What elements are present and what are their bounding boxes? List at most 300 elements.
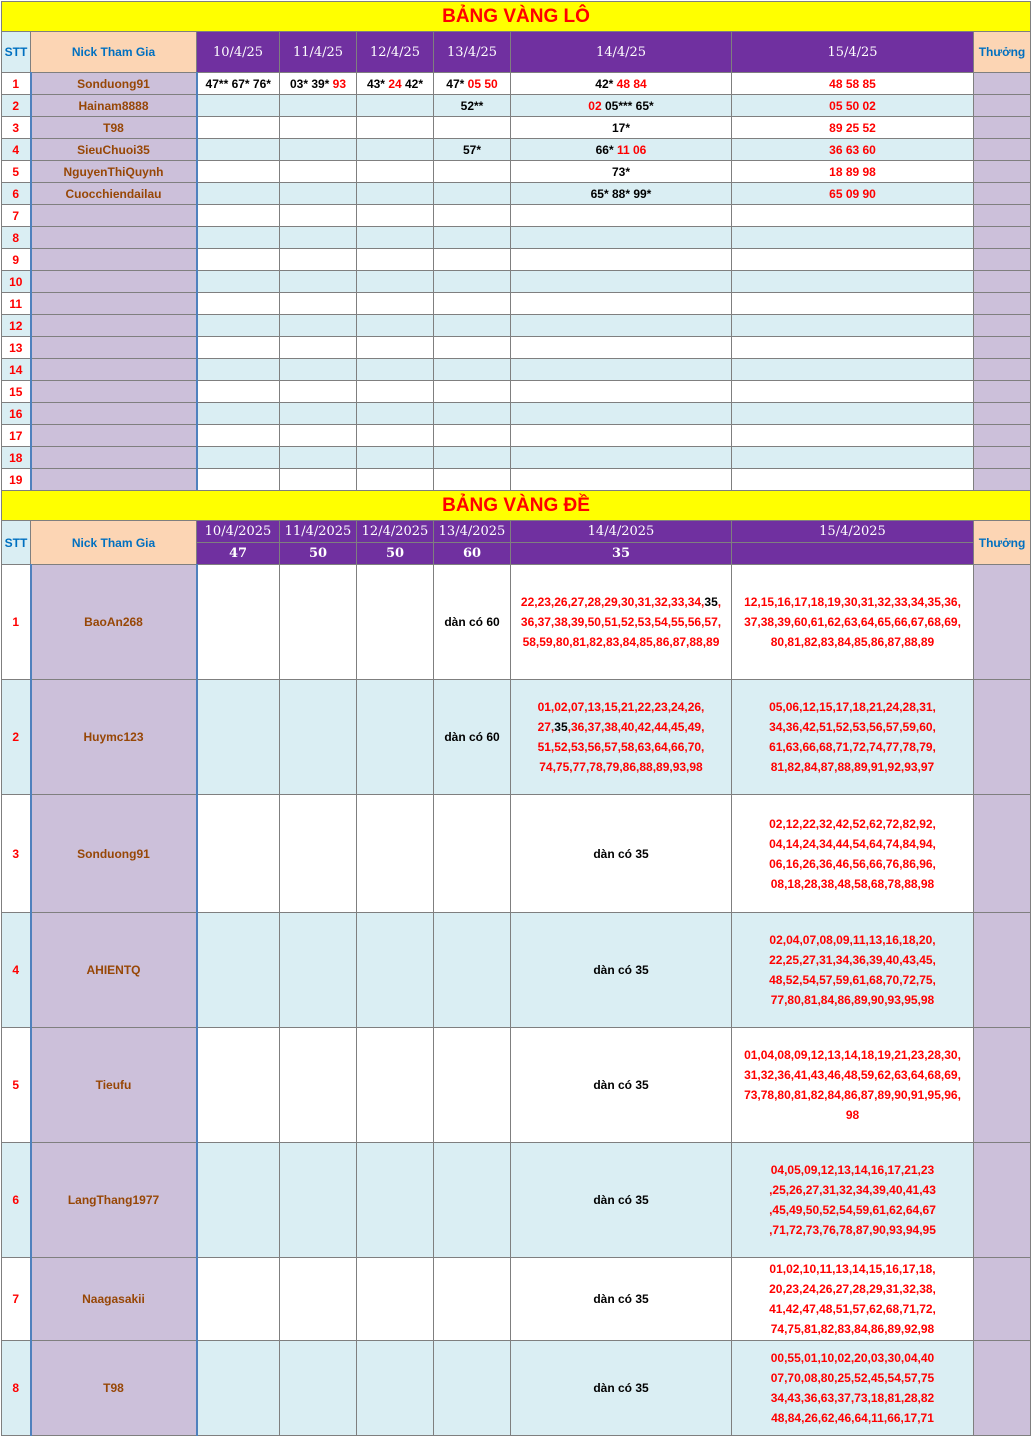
player-nick: Tieufu xyxy=(31,1028,197,1143)
number-line xyxy=(734,1408,971,1428)
number-segment: 89 25 52 xyxy=(829,120,876,135)
player-nick xyxy=(31,447,197,469)
reward-cell xyxy=(974,913,1031,1028)
number-segment: 02,12,22,32,42,52,62,72,82,92, xyxy=(769,816,936,831)
table-row xyxy=(2,249,1031,271)
de-header-date: 12/4/2025 xyxy=(357,521,434,543)
pick-cell xyxy=(511,913,732,1028)
pick-cell xyxy=(280,315,357,337)
pick-cell xyxy=(357,183,434,205)
row-stt: 8 xyxy=(2,1341,31,1436)
number-segment: 06,16,26,36,46,56,66,76,86,96, xyxy=(769,856,936,871)
pick-cell xyxy=(280,425,357,447)
number-line xyxy=(734,834,971,854)
pick-cell xyxy=(434,469,511,491)
pick-cell xyxy=(511,403,732,425)
table-row xyxy=(2,1341,1031,1436)
number-line xyxy=(734,737,971,757)
table-row xyxy=(2,161,1031,183)
player-nick xyxy=(31,227,197,249)
pick-cell xyxy=(511,183,732,205)
pick-cell xyxy=(280,249,357,271)
pick-cell xyxy=(280,565,357,680)
pick-cell xyxy=(357,469,434,491)
row-stt: 2 xyxy=(2,95,31,117)
reward-cell xyxy=(974,271,1031,293)
number-line xyxy=(734,1279,971,1299)
number-segment: 11 06 xyxy=(616,142,647,157)
pick-cell xyxy=(357,1258,434,1341)
lo-header-date: 14/4/25 xyxy=(511,32,732,73)
number-segment: 08,18,28,38,48,58,68,78,88,98 xyxy=(770,876,935,891)
lo-title: BẢNG VÀNG LÔ xyxy=(2,2,1031,32)
pick-cell xyxy=(511,293,732,315)
number-line xyxy=(734,1319,971,1339)
table-row xyxy=(2,205,1031,227)
number-segment: 01,02,07,13,15,21,22,23,24,26, xyxy=(537,700,705,714)
de-result: 47 xyxy=(197,543,280,565)
pick-note: dàn có 60 xyxy=(444,730,500,744)
pick-cell xyxy=(280,95,357,117)
pick-cell xyxy=(280,205,357,227)
reward-cell xyxy=(974,403,1031,425)
player-nick: Naagasakii xyxy=(31,1258,197,1341)
pick-cell xyxy=(357,403,434,425)
player-nick xyxy=(31,381,197,403)
number-segment: 01,02,10,11,13,14,15,16,17,18, xyxy=(769,1262,936,1276)
row-stt: 7 xyxy=(2,205,31,227)
de-result: 60 xyxy=(434,543,511,565)
pick-cell xyxy=(434,1028,511,1143)
number-segment: 03* 39* xyxy=(289,76,333,91)
table-row xyxy=(2,425,1031,447)
pick-cell xyxy=(280,1258,357,1341)
number-segment: 34,36,42,51,52,53,56,57,59,60, xyxy=(769,720,936,734)
player-nick: SieuChuoi35 xyxy=(31,139,197,161)
player-nick xyxy=(31,469,197,491)
pick-cell xyxy=(434,1258,511,1341)
number-line xyxy=(513,737,729,757)
pick-cell xyxy=(280,447,357,469)
reward-cell xyxy=(974,117,1031,139)
reward-cell xyxy=(974,293,1031,315)
number-segment: 66* xyxy=(595,142,617,157)
number-line xyxy=(734,970,971,990)
pick-cell xyxy=(732,249,974,271)
number-segment: 93 xyxy=(332,76,347,91)
number-line xyxy=(734,854,971,874)
de-header-nick: Nick Tham Gia xyxy=(31,521,197,565)
pick-cell xyxy=(280,293,357,315)
pick-cell xyxy=(434,565,511,680)
pick-cell xyxy=(732,183,974,205)
number-line xyxy=(734,632,971,652)
number-line xyxy=(734,592,971,612)
pick-cell xyxy=(357,913,434,1028)
number-segment: 27, xyxy=(537,720,555,734)
table-row xyxy=(2,227,1031,249)
reward-cell xyxy=(974,227,1031,249)
number-segment: 48 58 85 xyxy=(829,76,876,91)
row-stt: 2 xyxy=(2,680,31,795)
pick-cell xyxy=(434,139,511,161)
number-segment: 36,37,38,39,50,51,52,53,54,55,56,57, xyxy=(520,615,722,629)
number-line xyxy=(734,930,971,950)
pick-cell xyxy=(197,1258,280,1341)
de-header-date: 14/4/2025 xyxy=(511,521,732,543)
table-row xyxy=(2,73,1031,95)
number-segment: 12,15,16,17,18,19,30,31,32,33,34,35,36, xyxy=(744,595,961,609)
row-stt: 9 xyxy=(2,249,31,271)
row-stt: 3 xyxy=(2,795,31,913)
de-title: BẢNG VÀNG ĐỀ xyxy=(2,491,1031,521)
pick-cell xyxy=(511,565,732,680)
reward-cell xyxy=(974,1143,1031,1258)
de-header-thuong: Thưởng xyxy=(974,521,1031,565)
reward-cell xyxy=(974,680,1031,795)
number-line xyxy=(734,1200,971,1220)
number-line xyxy=(734,990,971,1010)
de-header-date: 13/4/2025 xyxy=(434,521,511,543)
pick-cell xyxy=(511,139,732,161)
player-nick: LangThang1977 xyxy=(31,1143,197,1258)
number-line xyxy=(734,1180,971,1200)
number-segment: 73* xyxy=(611,164,631,179)
pick-cell xyxy=(280,161,357,183)
de-header-date: 11/4/2025 xyxy=(280,521,357,543)
row-stt: 3 xyxy=(2,117,31,139)
number-segment: 48,52,54,57,59,61,68,70,72,75, xyxy=(769,973,936,987)
number-segment: 04,14,24,34,44,54,64,74,84,94, xyxy=(769,836,936,851)
number-line xyxy=(734,1160,971,1180)
number-line xyxy=(513,717,729,737)
pick-cell xyxy=(197,913,280,1028)
pick-cell xyxy=(357,95,434,117)
reward-cell xyxy=(974,1341,1031,1436)
pick-cell xyxy=(357,249,434,271)
table-row xyxy=(2,795,1031,913)
number-segment: 05 50 02 xyxy=(829,98,876,113)
pick-cell xyxy=(434,1341,511,1436)
number-segment: 05,06,12,15,17,18,21,24,28,31, xyxy=(769,700,936,714)
pick-cell xyxy=(434,161,511,183)
number-segment: 41,42,47,48,51,57,62,68,71,72, xyxy=(769,1302,936,1316)
number-line xyxy=(734,1388,971,1408)
pick-cell xyxy=(197,359,280,381)
row-stt: 13 xyxy=(2,337,31,359)
pick-cell xyxy=(357,795,434,913)
pick-cell xyxy=(280,1143,357,1258)
pick-cell xyxy=(357,293,434,315)
pick-cell xyxy=(357,359,434,381)
table-row xyxy=(2,447,1031,469)
pick-cell xyxy=(280,1028,357,1143)
pick-cell xyxy=(357,117,434,139)
pick-cell xyxy=(197,139,280,161)
number-segment: 18 89 98 xyxy=(829,164,876,179)
row-stt: 6 xyxy=(2,183,31,205)
number-segment: 42* xyxy=(401,76,424,91)
pick-cell xyxy=(197,447,280,469)
table-row xyxy=(2,381,1031,403)
pick-cell xyxy=(732,139,974,161)
number-line xyxy=(734,1045,971,1065)
number-segment: 24 xyxy=(388,76,402,91)
reward-cell xyxy=(974,95,1031,117)
player-nick xyxy=(31,337,197,359)
number-line xyxy=(734,1299,971,1319)
player-nick xyxy=(31,403,197,425)
table-row xyxy=(2,1258,1031,1341)
pick-note: dàn có 60 xyxy=(444,615,500,629)
table-row xyxy=(2,315,1031,337)
pick-cell xyxy=(357,1341,434,1436)
pick-cell xyxy=(197,337,280,359)
reward-cell xyxy=(974,1258,1031,1341)
number-segment: ,45,49,50,52,54,59,61,62,64,67 xyxy=(769,1203,936,1217)
lo-header-thuong: Thưởng xyxy=(974,32,1031,73)
number-segment: 37,38,39,60,61,62,63,64,65,66,67,68,69, xyxy=(744,615,961,629)
pick-cell xyxy=(197,205,280,227)
number-segment: 17* xyxy=(611,120,631,135)
pick-cell xyxy=(434,117,511,139)
number-line xyxy=(734,612,971,632)
player-nick xyxy=(31,293,197,315)
pick-cell xyxy=(357,1143,434,1258)
lo-header-date: 11/4/25 xyxy=(280,32,357,73)
player-nick: NguyenThiQuynh xyxy=(31,161,197,183)
pick-cell xyxy=(280,227,357,249)
pick-cell xyxy=(280,271,357,293)
pick-cell xyxy=(732,315,974,337)
row-stt: 16 xyxy=(2,403,31,425)
number-segment: 51,52,53,56,57,58,63,64,66,70, xyxy=(537,740,705,754)
number-segment: 65* 88* 99* xyxy=(590,186,652,201)
pick-cell xyxy=(732,227,974,249)
table-row xyxy=(2,359,1031,381)
pick-cell xyxy=(434,73,511,95)
pick-cell xyxy=(511,1258,732,1341)
pick-cell xyxy=(732,95,974,117)
number-line xyxy=(734,814,971,834)
pick-cell xyxy=(197,183,280,205)
row-stt: 17 xyxy=(2,425,31,447)
pick-cell xyxy=(197,795,280,913)
pick-cell xyxy=(511,795,732,913)
de-result xyxy=(732,543,974,565)
player-nick xyxy=(31,249,197,271)
table-row xyxy=(2,183,1031,205)
number-line xyxy=(513,632,729,652)
reward-cell xyxy=(974,139,1031,161)
pick-cell xyxy=(511,359,732,381)
pick-cell xyxy=(357,139,434,161)
pick-cell xyxy=(511,271,732,293)
number-segment: 80,81,82,83,84,85,86,87,88,89 xyxy=(770,635,935,649)
pick-note: dàn có 35 xyxy=(593,1292,649,1306)
de-table xyxy=(1,490,1031,1436)
number-line xyxy=(734,1259,971,1279)
number-segment: 02,04,07,08,09,11,13,16,18,20, xyxy=(769,933,936,947)
pick-cell xyxy=(280,359,357,381)
row-stt: 5 xyxy=(2,1028,31,1143)
pick-cell xyxy=(732,293,974,315)
number-line xyxy=(734,1220,971,1240)
row-stt: 14 xyxy=(2,359,31,381)
number-segment: 20,23,24,26,27,28,29,31,32,38, xyxy=(769,1282,936,1296)
pick-cell xyxy=(197,1143,280,1258)
pick-cell xyxy=(280,337,357,359)
pick-cell xyxy=(732,381,974,403)
player-nick xyxy=(31,425,197,447)
reward-cell xyxy=(974,205,1031,227)
pick-cell xyxy=(434,271,511,293)
table-row xyxy=(2,565,1031,680)
pick-cell xyxy=(197,565,280,680)
table-row xyxy=(2,95,1031,117)
pick-cell xyxy=(732,680,974,795)
number-segment: 58,59,80,81,82,83,84,85,86,87,88,89 xyxy=(522,635,720,649)
reward-cell xyxy=(974,425,1031,447)
pick-cell xyxy=(280,381,357,403)
reward-cell xyxy=(974,381,1031,403)
pick-cell xyxy=(434,95,511,117)
number-segment: 57* xyxy=(462,142,482,157)
lo-header-date: 15/4/25 xyxy=(732,32,974,73)
player-nick: Hainam8888 xyxy=(31,95,197,117)
number-segment: 48,84,26,62,46,64,11,66,17,71 xyxy=(771,1411,934,1425)
number-segment: 48 84 xyxy=(616,76,647,91)
player-nick: Sonduong91 xyxy=(31,795,197,913)
pick-cell xyxy=(511,227,732,249)
pick-cell xyxy=(357,205,434,227)
reward-cell xyxy=(974,565,1031,680)
pick-cell xyxy=(280,183,357,205)
row-stt: 18 xyxy=(2,447,31,469)
pick-cell xyxy=(280,680,357,795)
pick-cell xyxy=(357,161,434,183)
pick-cell xyxy=(357,227,434,249)
pick-cell xyxy=(511,1143,732,1258)
pick-cell xyxy=(511,469,732,491)
row-stt: 4 xyxy=(2,913,31,1028)
pick-cell xyxy=(732,913,974,1028)
table-row xyxy=(2,403,1031,425)
pick-cell xyxy=(434,227,511,249)
pick-cell xyxy=(511,425,732,447)
pick-cell xyxy=(511,1341,732,1436)
number-segment: 05 50 xyxy=(467,76,498,91)
pick-cell xyxy=(197,425,280,447)
pick-cell xyxy=(197,680,280,795)
row-stt: 11 xyxy=(2,293,31,315)
player-nick: T98 xyxy=(31,117,197,139)
player-nick: Cuocchiendailau xyxy=(31,183,197,205)
reward-cell xyxy=(974,73,1031,95)
pick-cell xyxy=(732,1028,974,1143)
pick-cell xyxy=(511,73,732,95)
pick-cell xyxy=(434,913,511,1028)
pick-cell xyxy=(511,381,732,403)
de-result: 50 xyxy=(280,543,357,565)
number-segment: 47* xyxy=(446,76,468,91)
number-line xyxy=(734,1368,971,1388)
lo-header-stt: STT xyxy=(2,32,31,73)
pick-cell xyxy=(511,680,732,795)
pick-cell xyxy=(434,381,511,403)
pick-cell xyxy=(434,359,511,381)
table-row xyxy=(2,680,1031,795)
pick-cell xyxy=(434,1143,511,1258)
pick-cell xyxy=(280,139,357,161)
number-line xyxy=(734,1065,971,1085)
pick-cell xyxy=(357,315,434,337)
pick-cell xyxy=(732,205,974,227)
number-line xyxy=(734,1105,971,1125)
number-line xyxy=(734,1348,971,1368)
reward-cell xyxy=(974,469,1031,491)
de-result: 50 xyxy=(357,543,434,565)
number-segment: 42* xyxy=(595,76,617,91)
number-line xyxy=(734,717,971,737)
reward-cell xyxy=(974,161,1031,183)
pick-note: dàn có 35 xyxy=(593,1193,649,1207)
pick-cell xyxy=(732,161,974,183)
reward-cell xyxy=(974,249,1031,271)
pick-cell xyxy=(357,381,434,403)
pick-note: dàn có 35 xyxy=(593,1078,649,1092)
pick-cell xyxy=(197,227,280,249)
number-segment: 07,70,08,80,25,52,45,54,57,75 xyxy=(770,1371,935,1385)
table-row xyxy=(2,469,1031,491)
pick-cell xyxy=(434,249,511,271)
pick-cell xyxy=(197,293,280,315)
pick-cell xyxy=(732,117,974,139)
row-stt: 7 xyxy=(2,1258,31,1341)
pick-cell xyxy=(197,1028,280,1143)
number-segment: 52** xyxy=(460,98,484,113)
number-segment: 73,78,80,81,82,84,86,87,89,90,91,95,96, xyxy=(744,1088,961,1102)
number-segment: 98 xyxy=(845,1108,860,1122)
player-nick: BaoAn268 xyxy=(31,565,197,680)
row-stt: 12 xyxy=(2,315,31,337)
pick-cell xyxy=(732,359,974,381)
number-segment: 22,23,26,27,28,29,30,31,32,33,34, xyxy=(520,595,705,609)
number-segment: 02 xyxy=(588,98,602,113)
number-segment: 34,43,36,63,37,73,18,81,28,82 xyxy=(770,1391,935,1405)
pick-cell xyxy=(280,403,357,425)
number-segment: 81,82,84,87,88,89,91,92,93,97 xyxy=(770,760,935,774)
row-stt: 1 xyxy=(2,73,31,95)
number-line xyxy=(513,697,729,717)
pick-cell xyxy=(197,469,280,491)
lo-header-nick: Nick Tham Gia xyxy=(31,32,197,73)
pick-cell xyxy=(280,913,357,1028)
table-row xyxy=(2,1143,1031,1258)
pick-cell xyxy=(732,1258,974,1341)
player-nick: T98 xyxy=(31,1341,197,1436)
number-segment: 77,80,81,84,86,89,90,93,95,98 xyxy=(770,993,935,1007)
number-segment: ,71,72,73,76,78,87,90,93,94,95 xyxy=(769,1223,936,1237)
pick-cell xyxy=(197,249,280,271)
pick-cell xyxy=(197,95,280,117)
number-line xyxy=(734,697,971,717)
pick-note: dàn có 35 xyxy=(593,963,649,977)
pick-cell xyxy=(197,117,280,139)
pick-cell xyxy=(511,249,732,271)
pick-cell xyxy=(197,271,280,293)
pick-cell xyxy=(357,680,434,795)
